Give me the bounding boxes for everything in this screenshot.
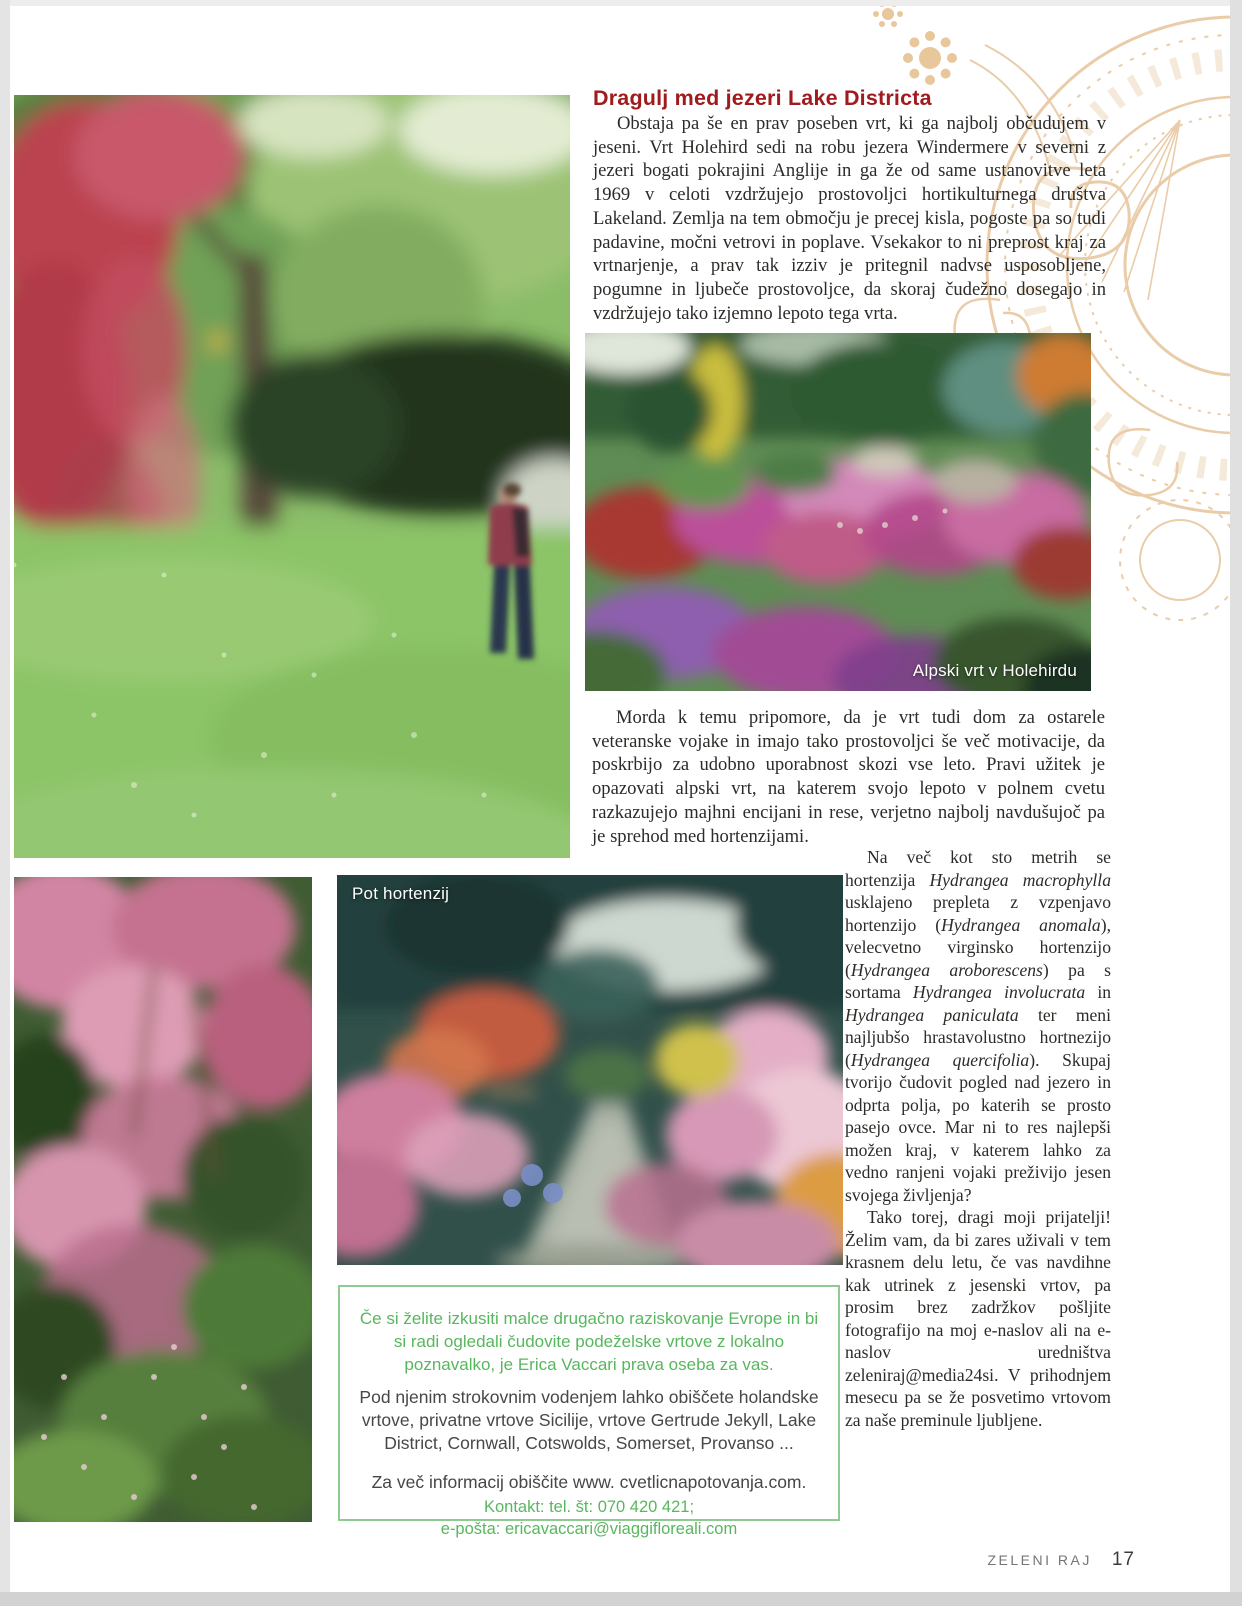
- info-box-more-info: Za več informacij obiščite www. cvetlicnapotovanja.com.: [371, 1472, 807, 1492]
- article-paragraph-2: [592, 706, 1105, 848]
- info-box-intro: Če si želite izkusiti malce drugačno raziskovanje Evrope in bi si radi ogledali čudovite podeželske vrtove z lokalno poznavalko, je Erica Vaccari prava oseba za vas.: [359, 1309, 819, 1374]
- page-number: 17: [1111, 1549, 1135, 1570]
- info-box-body: Pod njenim strokovnim vodenjem lahko obiščete holandske vrtove, privatne vrtove Sicilije, vrtove Gertrude Jekyll, Lake District, Cornwall, Cotswolds, Somerset, Provanso ...: [359, 1387, 819, 1453]
- article-paragraph-1: [593, 112, 1106, 325]
- page-edge-top: [0, 0, 1242, 6]
- page-edge-right: [1230, 0, 1242, 1606]
- article-right-column: [845, 846, 1111, 1431]
- paragraph-text: Tako torej, dragi moji prijatelji! Želim vam, da bi zares uživali v tem krasnem delu letu, če vas navdihne kak utrinek z jesenski vrtov, pa prosim brez zadržkov pošljite fotografijo na moj e-naslov ali na e-naslov uredništva zeleniraj@media24si. V prihodnjem mesecu pa se že posvetimo vrtovom za naše preminule ljubljene.: [845, 1207, 1111, 1430]
- article-headline: Dragulj med jezeri Lake Districta: [593, 86, 932, 110]
- alpine-garden-photo: [585, 333, 1091, 691]
- info-box-phone: Kontakt: tel. št: 070 420 421;: [483, 1498, 695, 1516]
- info-box-email: e-pošta: ericavaccari@viaggifloreali.com: [440, 1520, 738, 1538]
- travel-info-box: [338, 1285, 840, 1538]
- hydrangea-path-photo: [337, 875, 843, 1265]
- path-photo-caption: Pot hortenzij: [352, 884, 450, 903]
- page-edge-bottom: [0, 1592, 1242, 1606]
- paragraph-text: Obstaja pa še en prav poseben vrt, ki ga najbolj občudujem v jeseni. Vrt Holehird sedi na robu jezera Windermere v severni z jezeri bogati pokrajini Anglije in ga že od same ustanovitve leta 1969 v celoti vzdržujejo prostovoljci hortikulturnega društva Lakeland. Zemlja na tem območju je precej kisla, pogoste pa so tudi padavine, močni vetrovi in poplave. Vsekakor to ni preprost kraj za vrtnarjenje, a prav tak izziv je pritegnil nadvse usposobljene, pogumne in ljubeče prostovoljce, da skoraj čudežno dosegajo in vzdržujejo tako izjemno lepoto tega vrta.: [593, 113, 1106, 324]
- magazine-name: ZELENI RAJ: [987, 1552, 1092, 1568]
- page-edge-left: [0, 0, 10, 1606]
- alpine-photo-caption: Alpski vrt v Holehirdu: [912, 661, 1077, 680]
- paragraph-text: Morda k temu pripomore, da je vrt tudi dom za ostarele veteranske vojake in imajo tako prostovoljci še več motivacije, da poskrbijo za udobno uporabnost skozi vse leto. Pravi užitek je opazovati alpski vrt, na katerem svojo lepoto v polnem cvetu razkazujejo majhni encijani in rese, verjetno najbolj navdušujoč pa je sprehod med hortenzijami.: [592, 707, 1105, 847]
- page-footer: [800, 1549, 1135, 1571]
- paragraph-text: Na več kot sto metrih se hortenzija Hydrangea macrophylla usklajeno prepleta z vzpenjavo hortenzijo (Hydrangea anomala), velecvetno virginsko hortenzijo (Hydrangea aroborescens) pa s sortama Hydrangea involucrata in Hydrangea paniculata ter meni najljubšo hrastavolustno hortnezijo (Hydrangea quercifolia). Skupaj tvorijo čudovit pogled nad jezero in odprta polja, po katerih se prosto pasejo ovce. Mar ni to res najlepši možen kraj, v katerem lahko za vedno ranjeni vojaki preživijo jesen svojega življenja?: [845, 847, 1112, 1205]
- garden-photo: [14, 95, 570, 858]
- pink-flowers-photo: [14, 877, 312, 1522]
